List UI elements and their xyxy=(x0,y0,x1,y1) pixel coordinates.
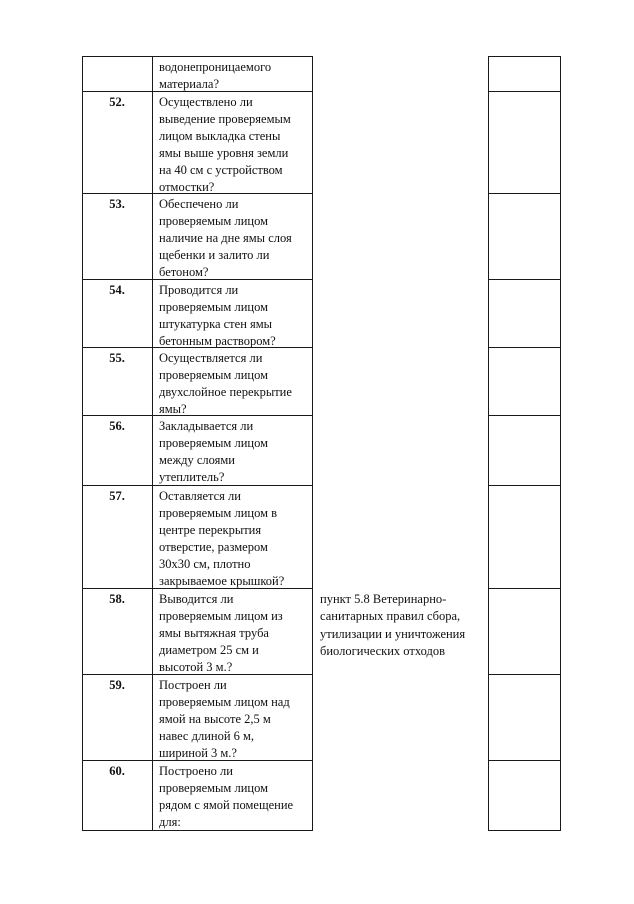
row-number: 54. xyxy=(109,283,125,297)
row-line xyxy=(82,56,313,57)
question-text: водонепроницаемого материала? xyxy=(159,60,272,92)
row-number: 57. xyxy=(109,489,125,503)
answer-row-line xyxy=(488,760,561,761)
row-number: 52. xyxy=(109,95,125,109)
answer-column-border-right xyxy=(560,56,561,831)
question-text: Осуществляется ли проверяемым лицом двухслойное перекрытие ямы? xyxy=(159,351,292,417)
answer-row-line xyxy=(488,415,561,416)
answer-column-border-left xyxy=(488,56,489,831)
question-text: Осуществлено ли выведение проверяемым лицом выкладка стены ямы выше уровня земли на 40 см с устройством отмостки? xyxy=(159,95,291,195)
question-text: Обеспечено ли проверяемым лицом наличие на дне ямы слоя щебенки и залито ли бетоном? xyxy=(159,197,292,280)
table-divider-num xyxy=(152,56,153,831)
answer-row-line xyxy=(488,91,561,92)
row-number: 55. xyxy=(109,351,125,365)
question-text: Проводится ли проверяемым лицом штукатурка стен ямы бетонным раствором? xyxy=(159,283,276,349)
answer-row-line xyxy=(488,279,561,280)
row-number: 53. xyxy=(109,197,125,211)
row-number: 59. xyxy=(109,678,125,692)
answer-row-line xyxy=(488,347,561,348)
answer-row-line xyxy=(488,674,561,675)
question-text: Построено ли проверяемым лицом рядом с ямой помещение для: xyxy=(159,764,294,830)
answer-row-line xyxy=(488,485,561,486)
question-text: Построен ли проверяемым лицом над ямой на высоте 2,5 м навес длиной 6 м, шириной 3 м.? xyxy=(159,678,290,761)
row-number: 58. xyxy=(109,592,125,606)
row-number: 60. xyxy=(109,764,125,778)
question-text: Выводится ли проверяемым лицом из ямы вытяжная труба диаметром 25 см и высотой 3 м.? xyxy=(159,592,283,675)
table-border-left xyxy=(82,56,83,831)
question-text: Оставляется ли проверяемым лицом в центре перекрытия отверстие, размером 30х30 см, плотно закрываемое крышкой? xyxy=(159,489,285,589)
legal-reference: пункт 5.8 Ветеринарно- санитарных правил сбора, утилизации и уничтожения биологических отходов xyxy=(320,592,466,658)
answer-row-line xyxy=(488,830,561,831)
answer-row-line xyxy=(488,588,561,589)
row-number: 56. xyxy=(109,419,125,433)
answer-row-line xyxy=(488,56,561,57)
answer-row-line xyxy=(488,193,561,194)
table-divider-question xyxy=(312,56,313,831)
question-text: Закладывается ли проверяемым лицом между слоями утеплитель? xyxy=(159,419,268,485)
